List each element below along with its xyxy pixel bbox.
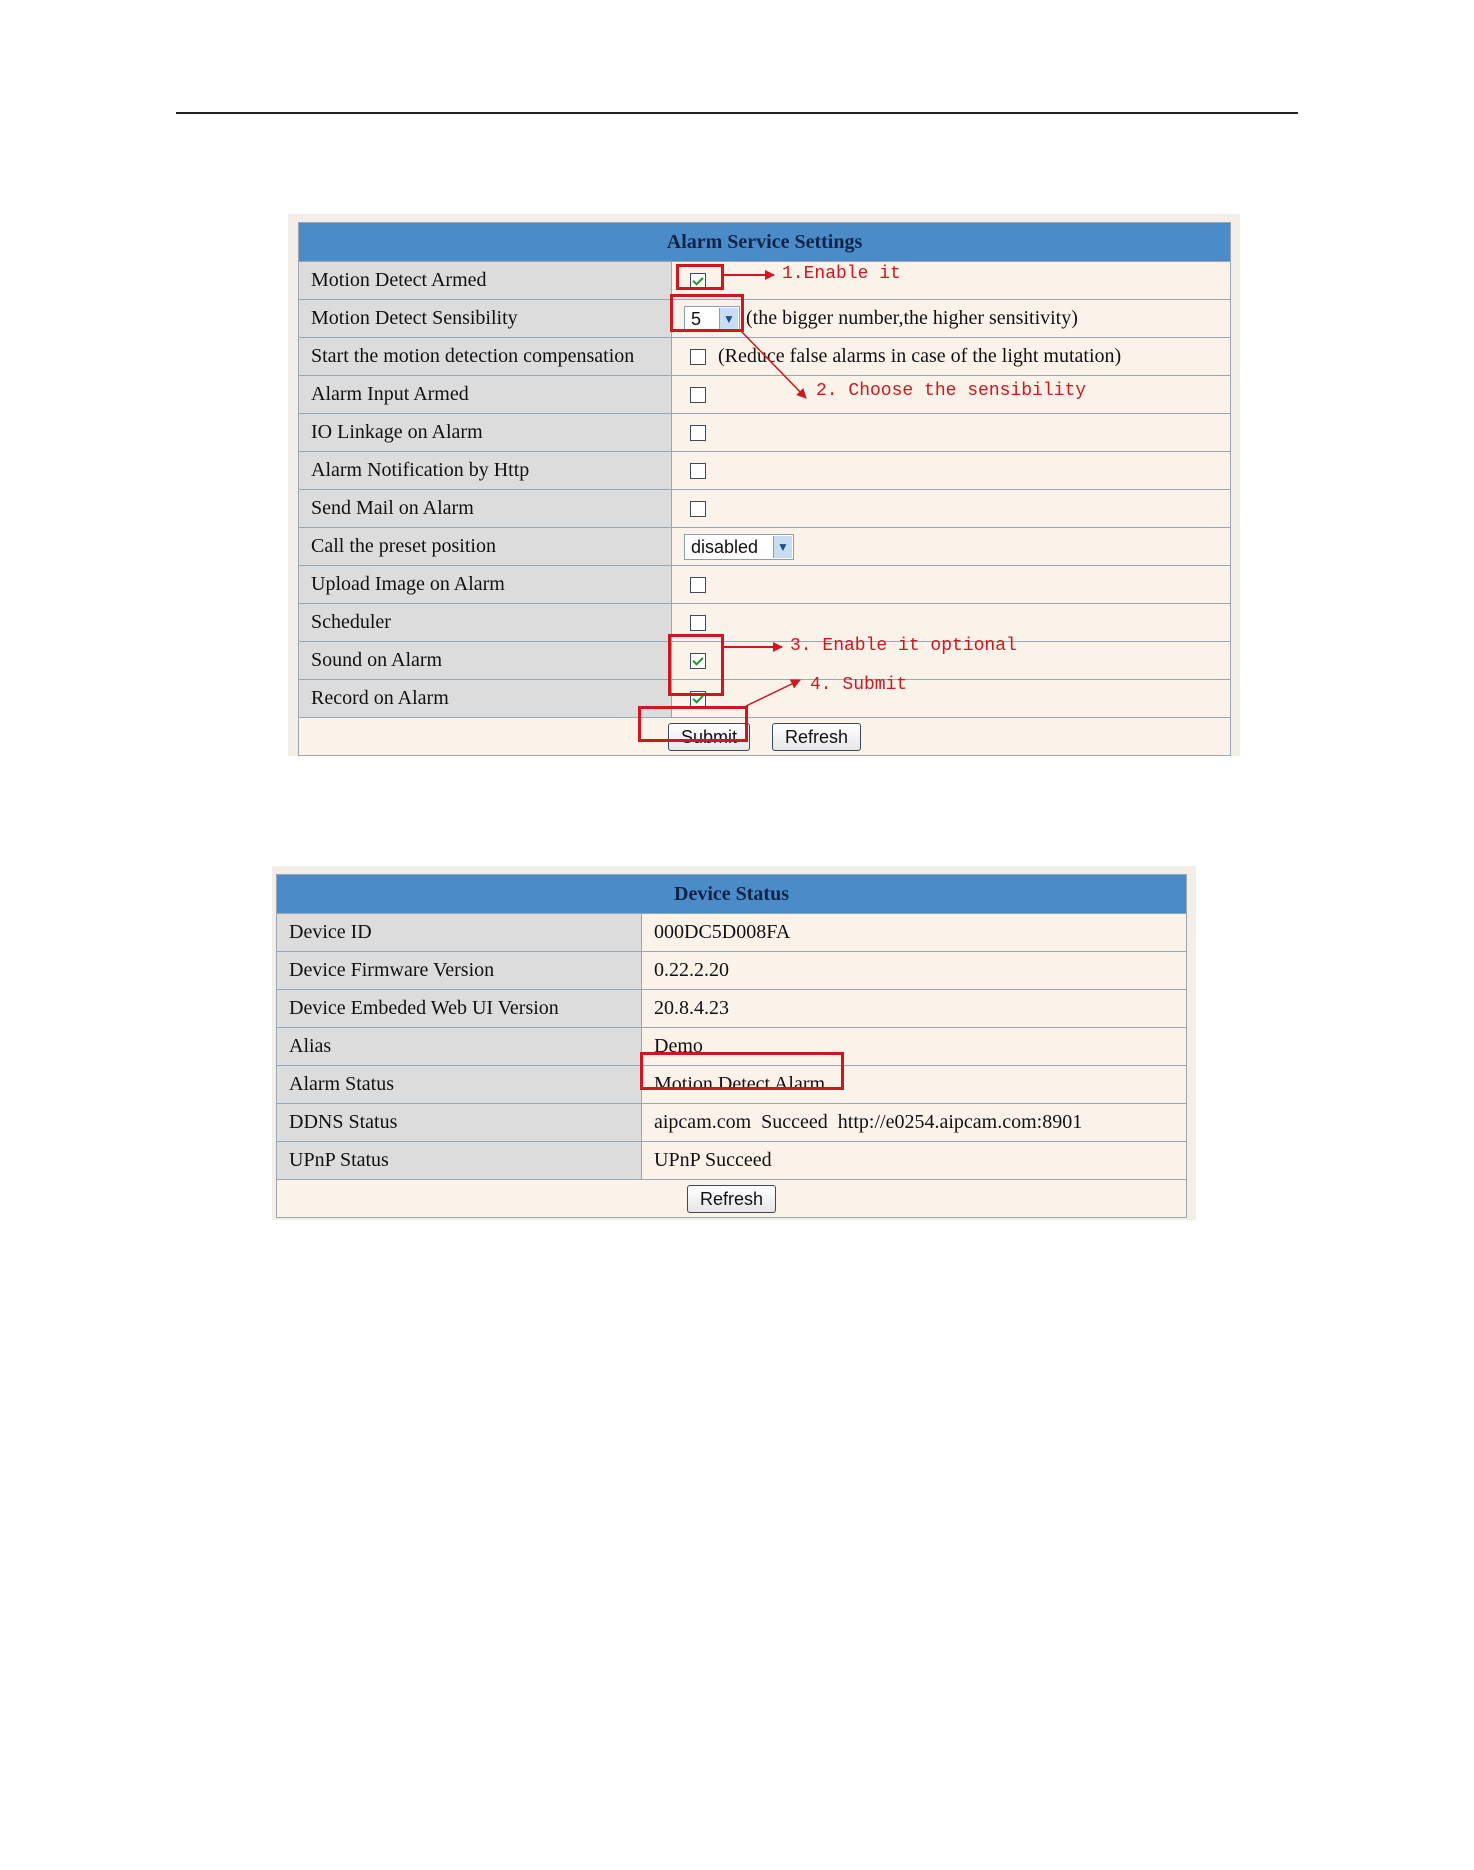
row-label: Start the motion detection compensation [299, 338, 672, 376]
annotation-step3: 3. Enable it optional [790, 636, 1017, 656]
chevron-down-icon: ▼ [773, 536, 792, 558]
upnp-status-value: UPnP Succeed [642, 1142, 1187, 1180]
device-id-value: 000DC5D008FA [642, 914, 1187, 952]
preset-position-select-value: disabled [691, 536, 759, 557]
web-ui-version-value: 20.8.4.23 [642, 990, 1187, 1028]
annotation-step4: 4. Submit [810, 675, 908, 695]
row-label: Sound on Alarm [299, 642, 672, 680]
row-label: Scheduler [299, 604, 672, 642]
sensibility-select-value: 5 [691, 308, 702, 329]
annotation-step1: 1.Enable it [782, 264, 901, 284]
submit-button[interactable]: Submit [668, 723, 750, 751]
refresh-button[interactable]: Refresh [772, 723, 861, 751]
row-label: Device ID [277, 914, 642, 952]
row-label: Alarm Notification by Http [299, 452, 672, 490]
row-label: Alias [277, 1028, 642, 1066]
highlight-alarm-status [640, 1052, 844, 1090]
table-row [277, 914, 1187, 952]
table-row [277, 1104, 1187, 1142]
row-label: UPnP Status [277, 1142, 642, 1180]
row-label: Motion Detect Armed [299, 262, 672, 300]
row-label: Record on Alarm [299, 680, 672, 718]
firmware-version-value: 0.22.2.20 [642, 952, 1187, 990]
row-label: IO Linkage on Alarm [299, 414, 672, 452]
row-label: Send Mail on Alarm [299, 490, 672, 528]
annotation-step2: 2. Choose the sensibility [816, 381, 1087, 401]
row-label: Device Firmware Version [277, 952, 642, 990]
sensibility-note: (the bigger number,the higher sensitivity) [746, 307, 1078, 329]
device-status-table [276, 874, 1187, 1218]
chevron-down-icon: ▼ [719, 308, 738, 330]
alias-value: Demo [642, 1028, 1187, 1066]
button-row [277, 1180, 1187, 1218]
table-row [277, 990, 1187, 1028]
compensation-note: (Reduce false alarms in case of the light mutation) [718, 345, 1122, 368]
row-label: Motion Detect Sensibility [299, 300, 672, 338]
row-label: Alarm Input Armed [299, 376, 672, 414]
device-refresh-button[interactable]: Refresh [687, 1185, 776, 1213]
table-row [277, 952, 1187, 990]
alarm-settings-title: Alarm Service Settings [299, 223, 1231, 262]
row-label: Upload Image on Alarm [299, 566, 672, 604]
row-label: Call the preset position [299, 528, 672, 566]
row-label: Alarm Status [277, 1066, 642, 1104]
row-label: Device Embeded Web UI Version [277, 990, 642, 1028]
device-status-title: Device Status [277, 875, 1187, 914]
table-row [277, 1142, 1187, 1180]
alarm-status-value: Motion Detect Alarm [642, 1066, 1187, 1104]
row-label: DDNS Status [277, 1104, 642, 1142]
ddns-status-value: aipcam.com Succeed http://e0254.aipcam.com:8901 [642, 1104, 1187, 1142]
